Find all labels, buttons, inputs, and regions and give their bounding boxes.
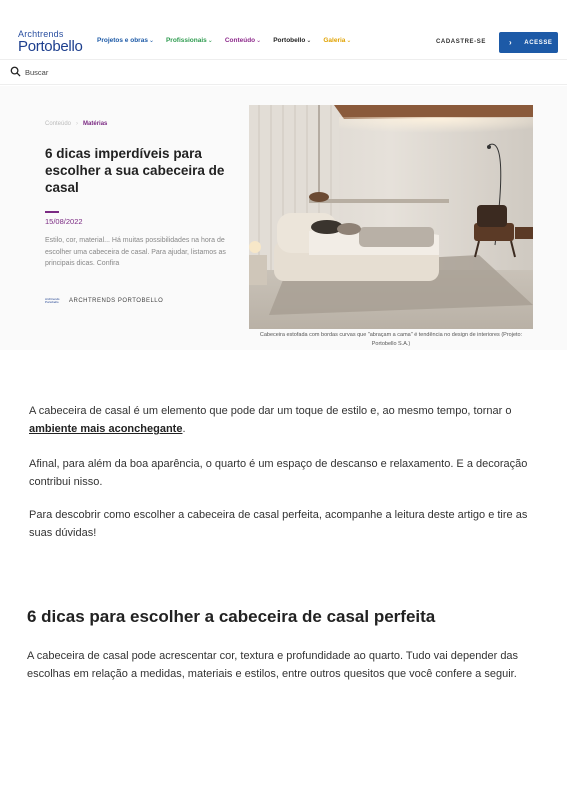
login-button[interactable] [499, 32, 558, 53]
article-title: 6 dicas imperdíveis para escolher a sua cabeceira de casal [45, 146, 225, 195]
author-row[interactable] [45, 297, 163, 305]
breadcrumb-item-conteudo[interactable]: Conteúdo [45, 121, 72, 127]
nav-item-galeria[interactable] [323, 37, 351, 44]
nav-item-conte-do[interactable] [225, 37, 261, 44]
login-button-label: ACESSE [524, 39, 553, 46]
article-paragraph-3: Para descobrir como escolher a cabeceira de casal perfeita, acompanhe a leitura deste artigo e tire as suas dúvidas! [29, 509, 528, 539]
site-logo[interactable] [18, 30, 83, 54]
breadcrumb-item-materias[interactable]: Matérias [83, 121, 108, 127]
chevron-down-icon: ⌄ [346, 38, 352, 44]
search-input[interactable]: Buscar [25, 68, 49, 77]
author-avatar-top: Archtrends [45, 297, 60, 301]
main-nav [97, 37, 363, 44]
nav-item-portobello[interactable] [273, 37, 311, 44]
article-paragraph-1 [29, 402, 544, 438]
author-avatar [45, 297, 63, 305]
site-header [0, 0, 567, 60]
article-paragraph-4: A cabeceira de casal pode acrescentar cor, textura e profundidade ao quarto. Tudo vai depender das escolhas em relação a medidas, materiais e estilos, entre outros quesitos que você confere a seguir. [27, 650, 519, 680]
logo-top-text: Archtrends [18, 29, 64, 39]
chevron-down-icon: ⌄ [148, 38, 154, 44]
article-excerpt: Estilo, cor, material... Há muitas possibilidades na hora de escolher uma cabeceira de casal. Para ajudar, listamos as principais dicas. Confira [45, 237, 226, 267]
nav-item-label: Conteúdo [224, 37, 256, 44]
nav-item-profissionais[interactable] [166, 37, 213, 44]
author-name: ARCHTRENDS PORTOBELLO [69, 298, 164, 304]
chevron-right-icon: › [509, 38, 513, 47]
paragraph-1-text: A cabeceira de casal é um elemento que pode dar um toque de estilo e, ao mesmo tempo, tornar o [29, 405, 512, 417]
ambiente-link[interactable]: ambiente mais aconchegante [29, 423, 183, 435]
breadcrumb-separator-icon: › [76, 121, 79, 127]
image-caption: Cabeceira estofada com bordas curvas que "abraçam a cama" é tendência no design de interiores (Projeto: Portobello S.A.) [259, 332, 523, 347]
search-icon [10, 66, 21, 77]
nav-item-projetos-e-obras[interactable] [97, 37, 154, 44]
breadcrumb [45, 121, 107, 127]
article-date: 15/08/2022 [45, 217, 83, 226]
author-avatar-bottom: Portobello [45, 300, 59, 304]
hero-image [249, 105, 533, 329]
signup-link[interactable]: CADASTRE-SE [436, 39, 486, 45]
article-paragraph-2: Afinal, para além da boa aparência, o quarto é um espaço de descanso e relaxamento. E a decoração contribui nisso. [29, 458, 528, 488]
chevron-down-icon: ⌄ [207, 38, 213, 44]
nav-item-label: Galeria [323, 37, 346, 44]
section-heading: 6 dicas para escolher a cabeceira de casal perfeita [27, 607, 436, 626]
bedroom-photo [249, 105, 533, 329]
chevron-down-icon: ⌄ [306, 38, 312, 44]
chevron-down-icon: ⌄ [256, 38, 262, 44]
title-divider [45, 211, 59, 213]
nav-item-label: Projetos e obras [97, 37, 148, 44]
paragraph-1-end: . [182, 423, 186, 435]
nav-item-label: Portobello [273, 37, 306, 44]
nav-item-label: Profissionais [165, 37, 207, 44]
search-bar[interactable] [0, 61, 567, 85]
logo-bottom-text: Portobello [18, 38, 83, 55]
